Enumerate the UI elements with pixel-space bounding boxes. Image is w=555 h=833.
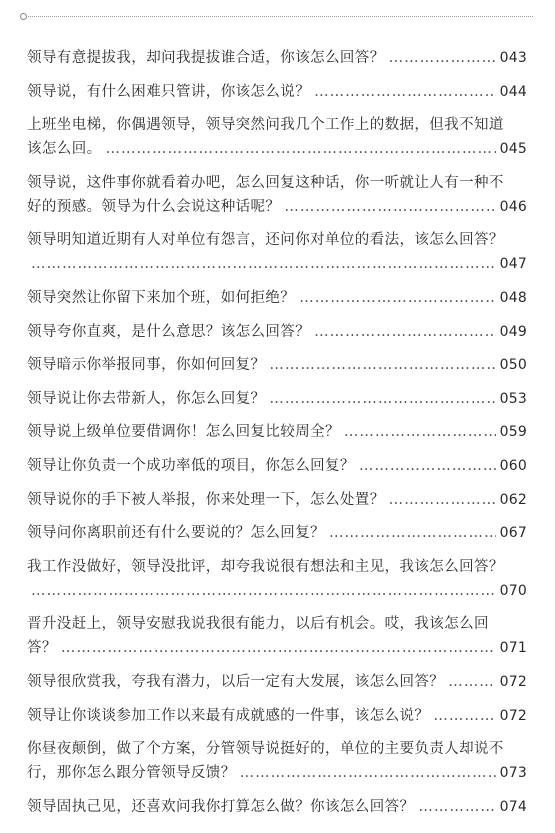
toc-entry-title-line: 领导固执己见，还喜欢问我你打算怎么做？你该怎么回答？ bbox=[27, 798, 415, 815]
toc-entry-last-line bbox=[27, 353, 527, 377]
dot-leader bbox=[389, 46, 496, 70]
page-number: 050 bbox=[499, 357, 527, 374]
page-number: 071 bbox=[499, 640, 527, 657]
dot-leader bbox=[389, 488, 496, 512]
dot-leader bbox=[299, 286, 495, 310]
dot-leader bbox=[314, 320, 496, 344]
toc-entry-last-line bbox=[27, 286, 527, 310]
page-number: 070 bbox=[499, 582, 527, 599]
dot-leader bbox=[359, 454, 496, 478]
toc-entry-last-line bbox=[27, 795, 527, 819]
dot-leader bbox=[284, 195, 495, 219]
dot-leader bbox=[329, 521, 496, 545]
toc-entry-title-line: 领导问你离职前还有什么要说的？怎么回复？ bbox=[27, 525, 325, 542]
toc-entry-last-line bbox=[27, 80, 527, 104]
toc-entry-last-line bbox=[27, 670, 527, 694]
toc-entry-last-line bbox=[27, 704, 527, 728]
dot-leader bbox=[448, 670, 495, 694]
page-number: 043 bbox=[499, 50, 527, 66]
page-number: 072 bbox=[499, 673, 527, 690]
page-number: 048 bbox=[499, 289, 527, 306]
toc-entry-title-line: 领导说，有什么困难只管讲，你该怎么说？ bbox=[27, 83, 311, 100]
dot-leader bbox=[106, 137, 496, 161]
toc-entry[interactable] bbox=[27, 171, 527, 219]
toc-entry[interactable] bbox=[27, 555, 527, 603]
toc-entry-title-line: 领导夸你直爽，是什么意思？该怎么回答？ bbox=[27, 323, 311, 340]
toc-entry[interactable] bbox=[27, 80, 527, 104]
toc-entry-title-line: 领导很欣赏我，夸我有潜力，以后一定有大发展，该怎么回答？ bbox=[27, 673, 445, 690]
toc-entry[interactable] bbox=[27, 737, 527, 785]
dot-leader bbox=[433, 704, 495, 728]
toc-entry-title-line: 领导让你谈谈参加工作以来最有成就感的一件事，该怎么说？ bbox=[27, 707, 430, 724]
toc-entry-title-line: 领导有意提拔我，却问我提拔谁合适，你该怎么回答？ bbox=[27, 50, 385, 66]
toc-entry-last-line bbox=[27, 420, 527, 444]
top-dotted-rule bbox=[22, 16, 533, 17]
dot-leader bbox=[344, 420, 496, 444]
toc-entry[interactable] bbox=[27, 454, 527, 478]
page-number: 047 bbox=[499, 256, 527, 273]
toc-entry-last-line bbox=[27, 137, 527, 161]
toc-entry-last-line bbox=[27, 521, 527, 545]
toc-entry-last-line bbox=[27, 46, 527, 70]
page-number: 045 bbox=[499, 141, 527, 158]
toc-entry[interactable] bbox=[27, 521, 527, 545]
toc-entry-last-line bbox=[27, 320, 527, 344]
toc-entry[interactable] bbox=[27, 670, 527, 694]
dot-leader bbox=[31, 252, 496, 276]
dot-leader bbox=[418, 795, 495, 819]
toc-entry[interactable] bbox=[27, 320, 527, 344]
toc-entry-last-line bbox=[27, 761, 527, 785]
toc-entry[interactable] bbox=[27, 46, 527, 70]
toc-entry-title-line: 领导突然让你留下来加个班，如何拒绝？ bbox=[27, 289, 296, 306]
toc-entry-title-line: 你昼夜颠倒，做了个方案，分管领导说挺好的，单位的主要负责人却说不 bbox=[27, 741, 504, 758]
toc-entry-title-line: 我工作没做好，领导没批评，却夸我说很有想法和主见，我该怎么回答？ bbox=[27, 558, 504, 575]
toc-entry-title-line: 上班坐电梯，你偶遇领导，领导突然问我几个工作上的数据，但我不知道 bbox=[27, 117, 504, 134]
toc-entry-title-line: 该怎么回。 bbox=[27, 141, 102, 158]
dot-leader bbox=[31, 579, 496, 603]
toc-entry[interactable] bbox=[27, 488, 527, 512]
page-number: 060 bbox=[499, 457, 527, 474]
table-of-contents bbox=[27, 46, 527, 828]
page-number: 074 bbox=[499, 798, 527, 815]
toc-entry-title-line: 答？ bbox=[27, 640, 57, 657]
toc-entry-last-line bbox=[27, 488, 527, 512]
toc-entry[interactable] bbox=[27, 704, 527, 728]
toc-entry[interactable] bbox=[27, 113, 527, 161]
toc-entry-title-line: 好的预感。领导为什么会说这种话呢？ bbox=[27, 198, 281, 215]
page-number: 044 bbox=[499, 83, 527, 100]
toc-entry-title-line: 领导让你负责一个成功率低的项目，你怎么回复？ bbox=[27, 457, 355, 474]
toc-entry-title-line: 领导说，这件事你就看着办吧，怎么回复这种话，你一听就让人有一种不 bbox=[27, 174, 504, 191]
dot-leader bbox=[61, 636, 496, 660]
dot-leader bbox=[314, 80, 496, 104]
dot-leader bbox=[269, 387, 495, 411]
toc-entry-last-line bbox=[27, 252, 527, 276]
toc-entry[interactable] bbox=[27, 420, 527, 444]
toc-entry-title-line: 晋升没赶上，领导安慰我说我很有能力，以后有机会。哎，我该怎么回 bbox=[27, 616, 489, 633]
toc-entry[interactable] bbox=[27, 795, 527, 819]
page-number: 059 bbox=[499, 424, 527, 441]
toc-entry-last-line bbox=[27, 579, 527, 603]
page-number: 067 bbox=[499, 525, 527, 542]
toc-entry-title-line: 领导说你的手下被人举报，你来处理一下，怎么处置？ bbox=[27, 491, 385, 508]
toc-entry-title-line: 领导说让你去带新人，你怎么回复？ bbox=[27, 390, 266, 407]
toc-entry[interactable] bbox=[27, 387, 527, 411]
toc-entry[interactable] bbox=[27, 353, 527, 377]
dot-leader bbox=[240, 761, 496, 785]
toc-entry-title-line: 领导说上级单位要借调你！怎么回复比较周全？ bbox=[27, 424, 340, 441]
toc-entry-last-line bbox=[27, 195, 527, 219]
toc-entry-title-line: 领导明知道近期有人对单位有怨言，还问你对单位的看法，该怎么回答？ bbox=[27, 232, 504, 249]
toc-entry-last-line bbox=[27, 454, 527, 478]
toc-entry-title-line: 行，那你怎么跟分管领导反馈？ bbox=[27, 765, 236, 782]
page-number: 053 bbox=[499, 390, 527, 407]
page-number: 049 bbox=[499, 323, 527, 340]
toc-entry-last-line bbox=[27, 636, 527, 660]
toc-entry[interactable] bbox=[27, 612, 527, 660]
toc-entry-last-line bbox=[27, 387, 527, 411]
toc-entry-title-line: 领导暗示你举报同事，你如何回复？ bbox=[27, 357, 266, 374]
page-number: 072 bbox=[499, 707, 527, 724]
page-number: 062 bbox=[499, 491, 527, 508]
toc-entry[interactable] bbox=[27, 286, 527, 310]
page-number: 046 bbox=[499, 198, 527, 215]
top-rule-circle bbox=[20, 13, 27, 20]
dot-leader bbox=[269, 353, 495, 377]
page-number: 073 bbox=[499, 765, 527, 782]
toc-entry[interactable] bbox=[27, 228, 527, 276]
